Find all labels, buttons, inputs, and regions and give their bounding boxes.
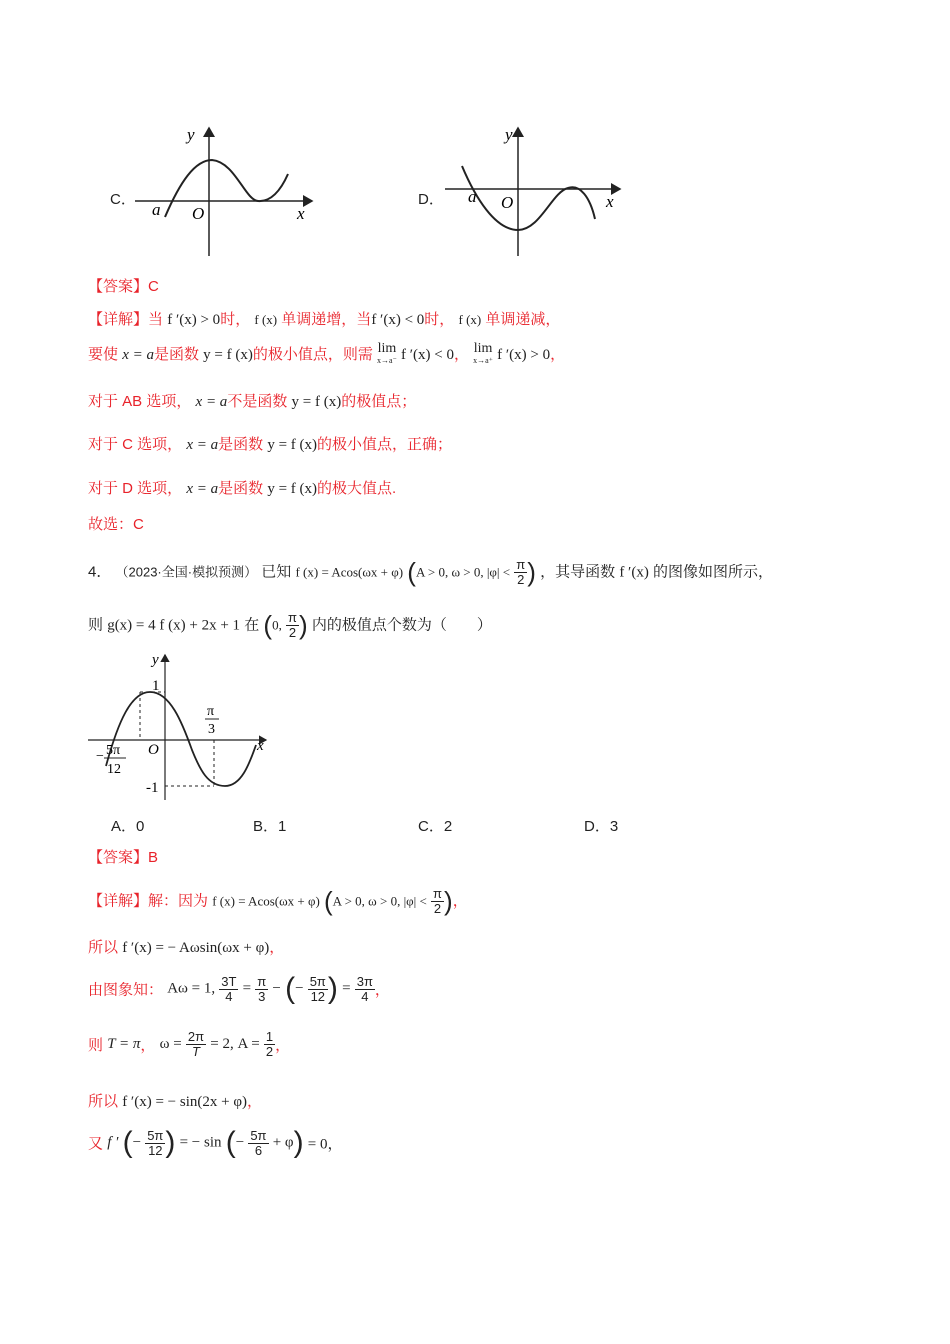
y-label: y: [505, 125, 513, 144]
detail-line-4: 对于 C 选项， x = a是函数 y = f (x)的极小值点，正确；: [88, 436, 453, 453]
one-label: 1: [152, 678, 160, 694]
curve: [462, 166, 595, 230]
five-pi-over-12-num: 5π: [106, 743, 121, 758]
choice-a[interactable]: A．0: [111, 818, 145, 835]
q4-derivative-graph: [86, 650, 276, 802]
five-pi-over-12-den: 12: [107, 762, 121, 777]
limit-2: lim x→a⁺: [473, 341, 493, 365]
sol-line-1: 【详解】解：因为 f (x) = Acos(ωx + φ) (A > 0, ω > 0, |φ| < $\frac{\pi}{2}$ )，: [88, 886, 468, 916]
answer-b: 【答案】B: [88, 849, 159, 866]
pi-over-3-num: π: [207, 704, 215, 719]
choice-b[interactable]: B．1: [253, 818, 287, 835]
a-label: a: [468, 187, 477, 206]
detail-line-3: 对于 AB 选项， x = a不是函数 y = f (x)的极值点；: [88, 393, 417, 410]
detail-line-2: 要使 x = a是函数 y = f (x)的极小值点，则需 lim x→a⁻ f ′(x) < 0， lim x→a⁺ f ′(x) > 0，: [88, 341, 566, 365]
curve: [165, 160, 288, 217]
a-label: a: [152, 200, 161, 219]
sol-line-3: 由图象知： Aω = 1, $\frac{3T}{4}$ = $\frac{\pi}{3}$ − (− $\frac{5\pi}{12}$ ) = $\frac{3\pi}{4}$ ，: [88, 972, 390, 1005]
q4-line-1: 4． （2023·全国·模拟预测） 已知 f (x) = Acos(ωx + φ) (A > 0, ω > 0, |φ| < $\frac{\pi}{2}$ ) ，其导函数 f ′(x) 的图像如图所示，: [88, 557, 774, 587]
detail-line-1: 【详解】当 f ′(x) > 0时， f (x) 单调递增，当f ′(x) < 0时， f (x) 单调递减，: [88, 311, 561, 328]
limit-1: lim x→a⁻: [377, 341, 397, 365]
origin-label: O: [192, 204, 205, 223]
y-label: y: [187, 125, 195, 144]
sol-line-4: 则 T = π， ω = $\frac{2\pi}{T}$ = 2, A = $\frac{1}{2}$ ，: [88, 1029, 291, 1059]
x-label: x: [606, 192, 614, 211]
origin-label: O: [148, 742, 159, 758]
y-label: y: [152, 652, 159, 668]
choice-d[interactable]: D．3: [584, 818, 619, 835]
sol-line-5: 所以 f ′(x) = − sin(2x + φ)，: [88, 1093, 263, 1110]
sine-curve: [106, 692, 256, 786]
x-label: x: [257, 738, 264, 754]
origin-label: O: [501, 193, 514, 212]
option-c-label: C．: [110, 191, 136, 208]
choice-c[interactable]: C．2: [418, 818, 453, 835]
option-d-label: D．: [418, 191, 444, 208]
answer-c: 【答案】C: [88, 278, 159, 295]
sol-line-6: 又 f ′ (− $\frac{5\pi}{12}$ ) = − sin (− $\frac{5\pi}{6}$ + φ) = 0，: [88, 1126, 343, 1159]
detail-line-6: 故选：C: [88, 516, 144, 533]
neg-one-label: -1: [146, 780, 159, 796]
option-d-graph: [440, 122, 630, 260]
detail-line-5: 对于 D 选项， x = a是函数 y = f (x)的极大值点.: [88, 480, 397, 497]
sol-line-2: 所以 f ′(x) = − Aωsin(ωx + φ)，: [88, 939, 285, 956]
neg-sign: −: [96, 749, 104, 764]
pi-over-3-den: 3: [208, 722, 215, 737]
option-c-graph: [130, 122, 320, 260]
x-label: x: [297, 204, 305, 223]
q4-line-2: 则 g(x) = 4 f (x) + 2x + 1 在 (0, $\frac{\pi}{2}$ ) 内的极值点个数为（ ）: [88, 610, 492, 640]
